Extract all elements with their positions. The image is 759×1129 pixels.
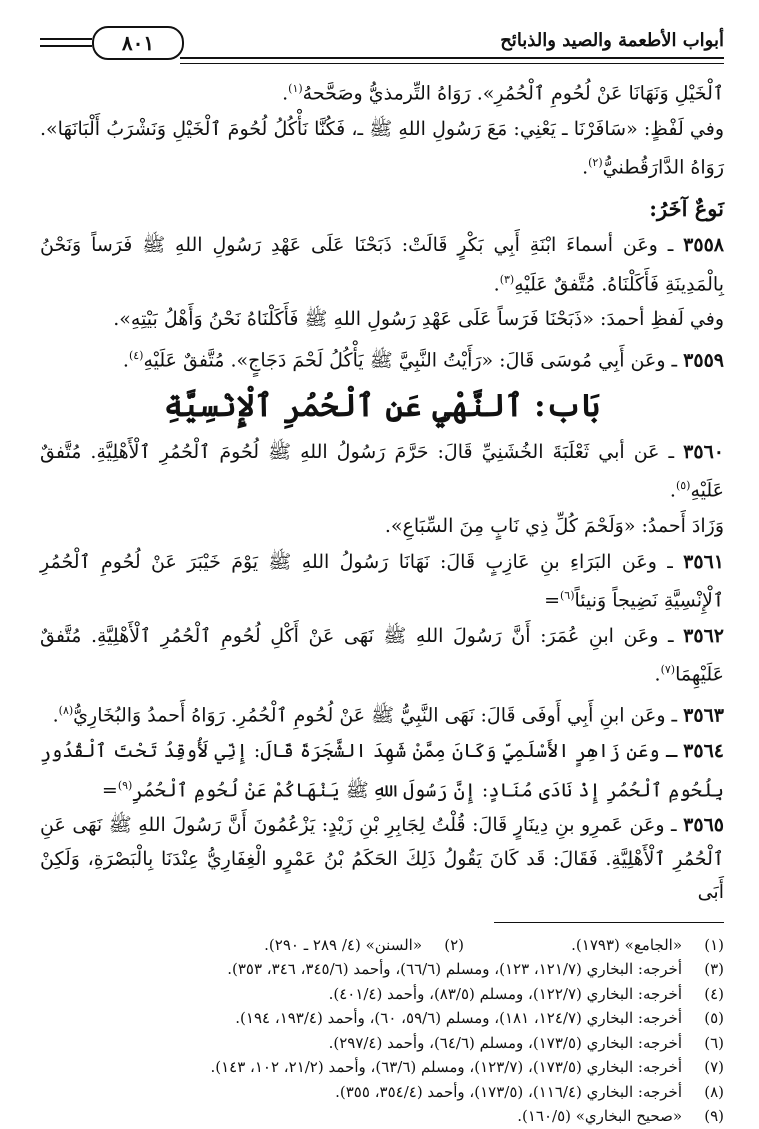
page-number: ٨٠١ xyxy=(92,26,184,60)
hadith-text: ـ وعَن زَاهِرٍ الأَسْلَمِيِّ وَكَانَ مِمَّنْ شَهِدَ الشَّجَرَةَ قَالَ: إِنِّي لَأُوقِدُ تَحْتَ ٱلْقُدُورِ بِلُحُومِ ٱلْحُمُرِ إِذْ نَادَى مُنَادٍ: إِنَّ رَسُولَ اللهِ ﷺ يَنْهَاكُمْ عَنْ لُحُومِ ٱلْحُمُرِ xyxy=(40,740,724,801)
paragraph xyxy=(40,303,724,337)
footnote xyxy=(40,1055,724,1080)
footnote-text: «السنن» (٤/ ٢٨٩ ـ ٢٩٠). xyxy=(264,935,422,954)
continuation-mark: = xyxy=(101,778,118,801)
paragraph: ٱلْخَيْلِ وَنَهَانَا عَنْ لُحُومِ ٱلْحُمُرِ». رَوَاهُ التِّرمذيُّ وصَحَّحهُ$^{(١)}$. xyxy=(282,82,724,105)
footnote xyxy=(40,957,724,982)
footnote-number: (١) xyxy=(704,935,724,954)
header-rule xyxy=(180,57,724,64)
page-header xyxy=(40,24,724,68)
footnote xyxy=(40,1006,724,1031)
footnote-text: أخرجه: البخاري (١٧٣/٥)، ومسلم (٦٤/٦)، وأحمد (٢٩٧/٤). xyxy=(328,1033,682,1052)
footnote-number: (٨) xyxy=(704,1082,724,1101)
footnote xyxy=(40,982,724,1007)
chapter-title: بَاب: ٱلنَّهْيِ عَنِ ٱلْحُمُرِ ٱلْإِنْسِيَّةِ xyxy=(163,387,601,424)
footnote-text: أخرجه: البخاري (١٧٣/٥)، (١٢٣/٧)، ومسلم (٦٣/٦)، وأحمد (٢١/٢، ١٠٢، ١٤٣). xyxy=(210,1058,682,1077)
hadith-3560: ٣٥٦٠ ـ عَن أبي ثَعْلَبَةَ الخُشَنِيِّ قَالَ: حَرَّمَ رَسُولُ اللهِ ﷺ لُحُومَ ٱلْحُمُرِ ٱلْأَهْلِيَّةِ. مُتَّفقٌ عَلَيْهِ$^{(٥)}$. xyxy=(40,440,724,502)
hadith-number: ٣٥٦٣ xyxy=(683,704,724,727)
hadith-number: ٣٥٦٢ xyxy=(683,624,724,647)
paragraph xyxy=(40,510,724,544)
hadith-3558: ٣٥٥٨ ـ وعَن أسماءَ ابْنَةِ أَبِي بَكْرٍ قَالَتْ: ذَبَحْنَا عَلَى عَهْدِ رَسُولِ اللهِ ﷺ فَرَساً وَنَحْنُ بِالْمَدِينَةِ فَأَكَلْنَاهُ. مُتَّفقٌ عَلَيْهِ$^{(٣)}$. xyxy=(40,234,724,295)
footnote-number: (٦) xyxy=(704,1033,724,1052)
hadith-3559: ٣٥٥٩ ـ وعَن أَبِي مُوسَى قَالَ: «رَأَيْتُ النَّبِيَّ ﷺ يَأْكُلُ لَحْمَ دَجَاجٍ». مُتَّفقٌ عَلَيْهِ$^{(٤)}$. xyxy=(122,348,724,372)
footnote xyxy=(40,1031,724,1056)
hadith-text: ـ وعَن أَبِي مُوسَى قَالَ: «رَأَيْتُ النَّبِيَّ ﷺ يَأْكُلُ لَحْمَ دَجَاجٍ». مُتَّفقٌ عَلَيْهِ xyxy=(143,349,678,372)
hadith-3561 xyxy=(40,546,724,618)
footnote-ref: (٧) xyxy=(660,663,676,677)
footnote-separator xyxy=(494,922,724,923)
footnote-text: أخرجه: البخاري (١٢١/٧، ١٢٣)، ومسلم (٦٦/٦)، وأحمد (٣٤٥/٦، ٣٤٦، ٣٥٣). xyxy=(227,960,682,979)
footnote-row xyxy=(40,933,724,958)
hadith-number: ٣٥٦٥ xyxy=(683,814,724,837)
running-title: أبواب الأطعمة والصيد والذبائح xyxy=(500,30,724,51)
footnote-number: (٤) xyxy=(704,984,724,1003)
footnote xyxy=(464,933,724,958)
hadith-text: ـ وعَن أسماءَ ابْنَةِ أَبِي بَكْرٍ قَالَتْ: ذَبَحْنَا عَلَى عَهْدِ رَسُولِ اللهِ ﷺ فَرَساً وَنَحْنُ بِالْمَدِينَةِ فَأَكَلْنَاهُ. مُتَّفقٌ عَلَيْهِ xyxy=(40,234,724,295)
hadith-text: ـ عَن أبي ثَعْلَبَةَ الخُشَنِيِّ قَالَ: حَرَّمَ رَسُولُ اللهِ ﷺ لُحُومَ ٱلْحُمُرِ ٱلْأَهْلِيَّةِ. مُتَّفقٌ عَلَيْهِ xyxy=(40,440,724,502)
paragraph-text: وَزَادَ أَحمدُ: «وَلَحْمَ كُلِّ ذِي نَابٍ مِنَ السِّبَاعِ». xyxy=(384,515,724,538)
hadith-number: ٣٥٦٤ xyxy=(683,740,724,763)
footnote-ref: (٦) xyxy=(560,589,575,603)
footnote-ref: (٣) xyxy=(499,272,515,286)
hadith-number: ٣٥٦٠ xyxy=(683,440,724,463)
footnote-text: أخرجه: البخاري (١٢٤/٧، ١٨١)، ومسلم (٥٩/٦، ٦٠)، وأحمد (١٩٣/٤، ١٩٤). xyxy=(235,1009,682,1028)
paragraph-text: وفي لَفْظٍ: «سَافَرْنَا ـ يَعْنِي: مَعَ رَسُولِ اللهِ ﷺ ـ، فَكُنَّا نَأْكُلُ لُحُومَ ٱلْخَيْلِ وَنَشْرَبُ أَلْبَانَهَا». رَوَاهُ الدَّارَقُطنيُّ xyxy=(40,117,724,179)
hadith-text: ـ وعَن عَمرِو بنِ دِينَارٍ قَالَ: قُلْتُ لِجَابِرِ بْنِ زَيْدٍ: يَزْعُمُونَ أَنَّ رَسُولَ اللهِ ﷺ نَهَى عَنِ ٱلْحُمُرِ ٱلْأَهْلِيَّةِ. فَقَالَ: قَد كَانَ يَقُولُ ذَلِكَ الحَكَمُ بْنُ عَمْرٍو الْغِفَارِيُّ عِنْدَنَا بِالْبَصْرَةِ، وَلَكِنْ أَبَى xyxy=(40,814,724,904)
main-text xyxy=(40,72,724,910)
footnote-text: أخرجه: البخاري (١١٦/٤)، (١٧٣/٥)، وأحمد (٣٥٤/٤، ٣٥٥). xyxy=(335,1082,682,1101)
paragraph-text: ٱلْخَيْلِ وَنَهَانَا عَنْ لُحُومِ ٱلْحُمُرِ». رَوَاهُ التِّرمذيُّ وصَحَّحهُ xyxy=(302,82,724,105)
footnote xyxy=(40,1104,724,1129)
hadith-3565 xyxy=(40,809,724,910)
section-title: نَوعٌ آخَرُ: xyxy=(649,196,724,222)
footnote-text: «الجامع» (١٧٩٣). xyxy=(571,935,682,954)
footnote-number: (٥) xyxy=(704,1009,724,1028)
footnote-number: (٣) xyxy=(704,960,724,979)
footnote xyxy=(204,933,464,958)
book-page xyxy=(40,24,724,1126)
paragraph-text: وفي لَفظِ أحمدَ: «ذَبَحْنَا فَرَساً عَلَى عَهْدِ رَسُولِ اللهِ ﷺ فَأَكَلْنَاهُ نَحْنُ وَأَهْلُ بَيْتِهِ». xyxy=(113,308,724,331)
hadith-3564 xyxy=(40,735,724,807)
footnote-ref: (٥) xyxy=(675,479,691,493)
footnote xyxy=(40,1080,724,1105)
footnote-ref: (٤) xyxy=(128,348,144,362)
paragraph: وفي لَفْظٍ: «سَافَرْنَا ـ يَعْنِي: مَعَ رَسُولِ اللهِ ﷺ ـ، فَكُنَّا نَأْكُلُ لُحُومَ ٱلْخَيْلِ وَنَشْرَبُ أَلْبَانَهَا». رَوَاهُ الدَّارَقُطنيُّ$^{(٢)}$. xyxy=(40,117,724,179)
footnote-ref: (١) xyxy=(288,82,303,95)
hadith-number: ٣٥٥٨ xyxy=(683,234,724,257)
footnote-ref: (٢) xyxy=(588,156,603,170)
header-rule-left xyxy=(40,38,92,47)
footnote-number: (٩) xyxy=(704,1107,724,1126)
footnote-number: (٧) xyxy=(704,1058,724,1077)
hadith-3562: ٣٥٦٢ ـ وعَن ابنِ عُمَرَ: أَنَّ رَسُولَ اللهِ ﷺ نَهَى عَنْ أَكْلِ لُحُومِ ٱلْحُمُرِ ٱلْأَهْلِيَّةِ. مُتَّفقٌ عَلَيْهِمَا$^{(٧)}$. xyxy=(40,624,724,686)
footnote-text: «صحيح البخاري» (١٦٠/٥). xyxy=(517,1107,682,1126)
hadith-text: ـ وعَن ابنِ عُمَرَ: أَنَّ رَسُولَ اللهِ ﷺ نَهَى عَنْ أَكْلِ لُحُومِ ٱلْحُمُرِ ٱلْأَهْلِيَّةِ. مُتَّفقٌ عَلَيْهِمَا xyxy=(40,624,724,686)
hadith-text: ـ وعَن البَرَاءِ بنِ عَازِبٍ قَالَ: نَهَانَا رَسُولُ اللهِ ﷺ يَوْمَ خَيْبَرَ عَنْ لُحُومِ ٱلْحُمُرِ ٱلْإِنْسِيَّةِ نَضِيجاً وَنيئاً xyxy=(40,550,724,612)
footnote-ref: (٨) xyxy=(58,704,74,718)
footnotes xyxy=(40,933,724,1129)
hadith-text: ـ وعَن ابنِ أَبِي أَوفَى قَالَ: نَهَى النَّبِيُّ ﷺ عَنْ لُحُومِ ٱلْحُمُرِ. رَوَاهُ أَحمدُ وَالبُخَارِيُّ xyxy=(73,704,678,727)
footnote-ref: (٩) xyxy=(117,778,133,792)
footnote-text: أخرجه: البخاري (١٢٢/٧)، ومسلم (٨٣/٥)، وأحمد (٤٠١/٤). xyxy=(328,984,682,1003)
footnote-number: (٢) xyxy=(444,935,464,954)
hadith-number: ٣٥٥٩ xyxy=(683,349,724,372)
hadith-number: ٣٥٦١ xyxy=(683,550,724,573)
continuation-mark: = xyxy=(544,589,560,612)
hadith-3563: ٣٥٦٣ ـ وعَن ابنِ أَبِي أَوفَى قَالَ: نَهَى النَّبِيُّ ﷺ عَنْ لُحُومِ ٱلْحُمُرِ. رَوَاهُ أَحمدُ وَالبُخَارِيُّ$^{(٨)}$. xyxy=(52,704,724,727)
